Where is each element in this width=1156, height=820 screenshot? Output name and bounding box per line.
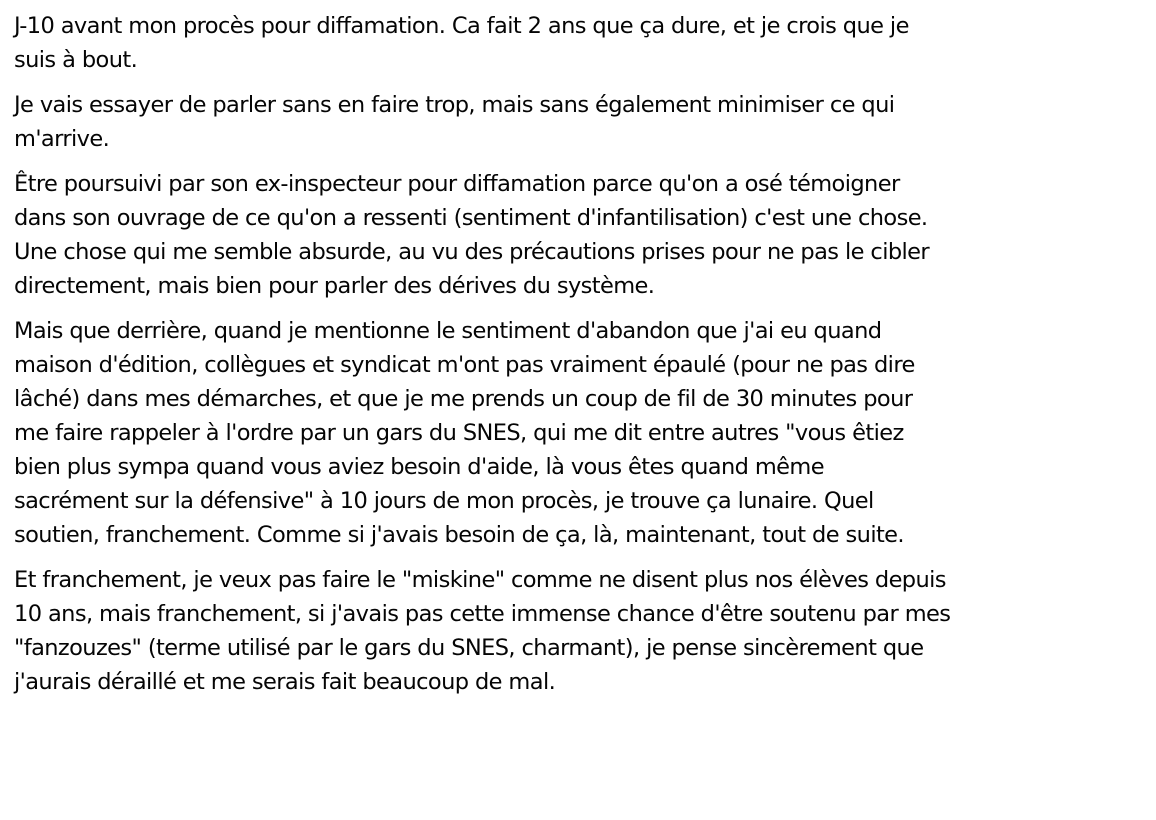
paragraph <box>14 9 1154 77</box>
text-line: Je vais essayer de parler sans en faire trop, mais sans également minimiser ce qui <box>14 92 895 118</box>
text-line: suis à bout. <box>14 47 138 73</box>
text-line: 10 ans, mais franchement, si j'avais pas cette immense chance d'être soutenu par mes <box>14 601 951 627</box>
paragraph <box>14 167 1154 303</box>
text-line: J-10 avant mon procès pour diffamation. Ca fait 2 ans que ça dure, et je crois que je <box>14 13 909 39</box>
text-line: dans son ouvrage de ce qu'on a ressenti (sentiment d'infantilisation) c'est une chose. <box>14 205 928 231</box>
paragraph <box>14 88 1154 156</box>
text-line: Mais que derrière, quand je mentionne le sentiment d'abandon que j'ai eu quand <box>14 318 882 344</box>
text-line: maison d'édition, collègues et syndicat m'ont pas vraiment épaulé (pour ne pas dire <box>14 352 915 378</box>
text-line: me faire rappeler à l'ordre par un gars du SNES, qui me dit entre autres "vous êtiez <box>14 420 904 446</box>
text-line: "fanzouzes" (terme utilisé par le gars du SNES, charmant), je pense sincèrement que <box>14 635 924 661</box>
text-line: sacrément sur la défensive" à 10 jours de mon procès, je trouve ça lunaire. Quel <box>14 488 874 514</box>
text-line: j'aurais déraillé et me serais fait beaucoup de mal. <box>14 669 556 695</box>
text-line: soutien, franchement. Comme si j'avais besoin de ça, là, maintenant, tout de suite. <box>14 522 904 548</box>
paragraph <box>14 563 1154 699</box>
text-line: m'arrive. <box>14 126 110 152</box>
text-line: directement, mais bien pour parler des dérives du système. <box>14 273 655 299</box>
post-text <box>14 9 1154 710</box>
text-line: bien plus sympa quand vous aviez besoin d'aide, là vous êtes quand même <box>14 454 824 480</box>
text-line: Et franchement, je veux pas faire le "miskine" comme ne disent plus nos élèves depuis <box>14 567 946 593</box>
text-line: Une chose qui me semble absurde, au vu des précautions prises pour ne pas le cibler <box>14 239 930 265</box>
paragraph <box>14 314 1154 552</box>
text-line: Être poursuivi par son ex-inspecteur pour diffamation parce qu'on a osé témoigner <box>14 171 900 197</box>
text-line: lâché) dans mes démarches, et que je me prends un coup de fil de 30 minutes pour <box>14 386 913 412</box>
